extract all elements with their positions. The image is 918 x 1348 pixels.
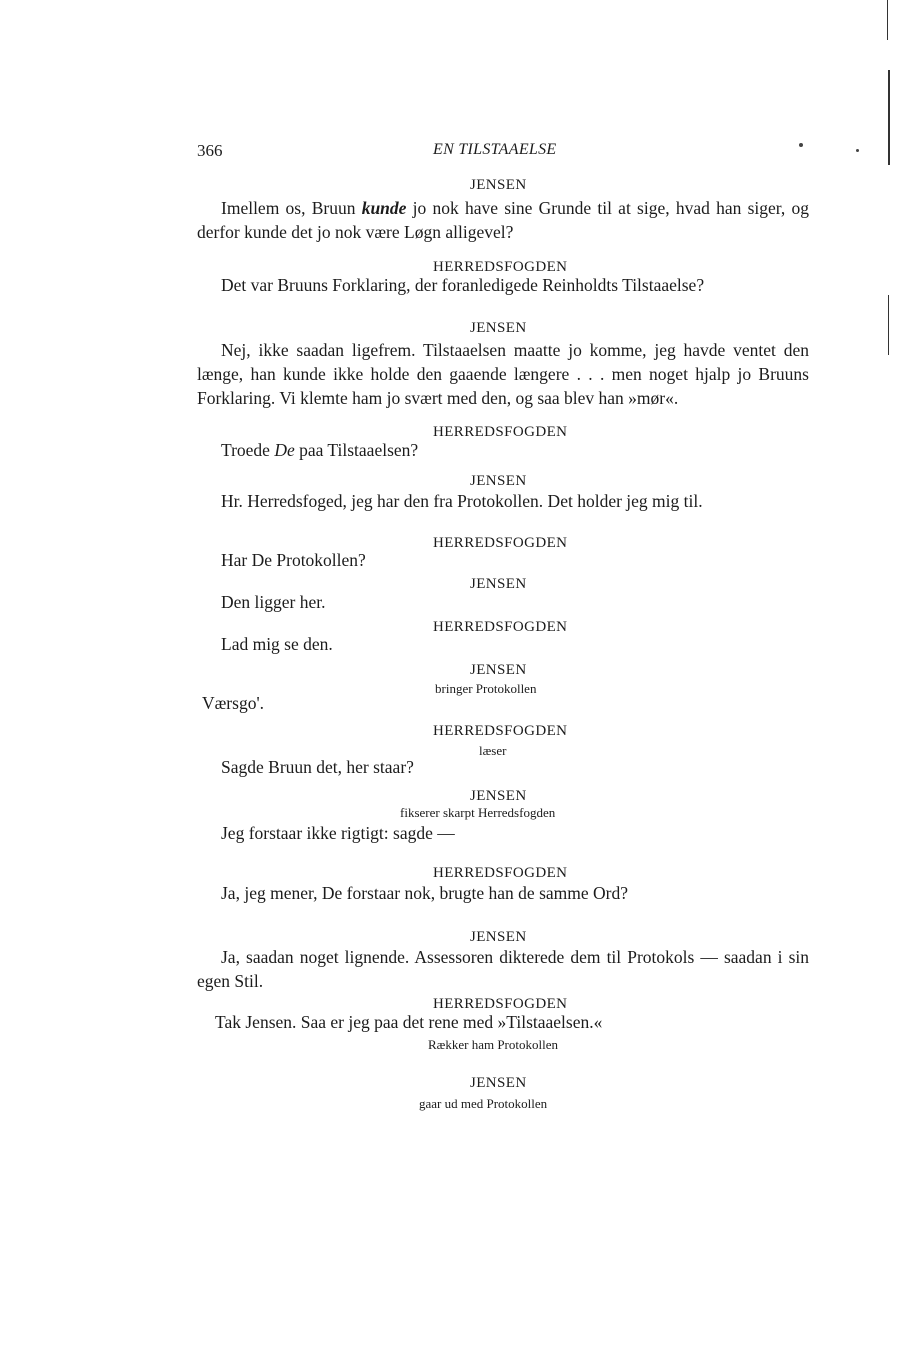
dialogue-line: Tak Jensen. Saa er jeg paa det rene med »Tilstaaelsen.« — [215, 1012, 603, 1032]
speaker-name: HERREDSFOGDEN — [433, 535, 568, 551]
dialogue-line: Den ligger her. — [221, 592, 326, 612]
speaker-name: HERREDSFOGDEN — [433, 865, 568, 881]
stage-direction: læser — [479, 743, 507, 758]
speaker-name: JENSEN — [470, 320, 527, 336]
stage-direction: bringer Protokollen — [435, 681, 537, 696]
dialogue-line: Troede De paa Tilstaaelsen? — [221, 440, 419, 460]
speaker-name: JENSEN — [470, 473, 527, 489]
dialogue-line: Ja, saadan noget lignende. Assessoren dikterede dem til Protokols — saadan i sin egen Stil. — [197, 947, 809, 991]
speaker-name: HERREDSFOGDEN — [433, 259, 568, 275]
emphasis: De — [274, 440, 295, 460]
dialogue-line: Imellem os, Bruun kunde jo nok have sine Grunde til at sige, hvad han siger, og derfor kunde det jo nok være Løgn alligevel? — [197, 198, 809, 242]
scan-edge-line — [888, 70, 890, 165]
dialogue-line: Jeg forstaar ikke rigtigt: sagde — — [221, 823, 455, 843]
stage-direction: gaar ud med Protokollen — [419, 1096, 548, 1111]
speaker-name: JENSEN — [470, 576, 527, 592]
scan-edge-line — [888, 295, 889, 355]
speaker-name: JENSEN — [470, 788, 527, 804]
speaker-name: HERREDSFOGDEN — [433, 424, 568, 440]
speaker-name: JENSEN — [470, 662, 527, 678]
stage-direction: Rækker ham Protokollen — [428, 1037, 558, 1052]
speaker-name: HERREDSFOGDEN — [433, 723, 568, 739]
speaker-name: JENSEN — [470, 1075, 527, 1091]
page-number: 366 — [197, 141, 223, 160]
stage-direction: fikserer skarpt Herredsfogden — [400, 805, 556, 820]
dialogue-line: Har De Protokollen? — [221, 550, 366, 570]
dialogue-line: Ja, jeg mener, De forstaar nok, brugte han de samme Ord? — [221, 883, 628, 903]
dialogue-line: Hr. Herredsfoged, jeg har den fra Protokollen. Det holder jeg mig til. — [221, 491, 703, 511]
speaker-name: JENSEN — [470, 177, 527, 193]
speaker-name: HERREDSFOGDEN — [433, 619, 568, 635]
dialogue-line: Sagde Bruun det, her staar? — [221, 757, 414, 777]
running-head: EN TILSTAAELSE — [433, 141, 557, 158]
emphasis: kunde — [361, 198, 407, 218]
speaker-name: HERREDSFOGDEN — [433, 996, 568, 1012]
dialogue-line: Nej, ikke saadan ligefrem. Tilstaaelsen maatte jo komme, jeg havde ventet den længe, han kunde ikke holde den gaaende længere . . . men noget hjalp jo Bruuns Forklaring. Vi klemte ham jo svært med den, og saa blev han »mør«. — [197, 340, 809, 408]
dialogue-line: Lad mig se den. — [221, 634, 333, 654]
dialogue-line: Det var Bruuns Forklaring, der foranledigede Reinholdts Tilstaaelse? — [221, 275, 705, 295]
dialogue-line: Værsgo'. — [202, 693, 264, 713]
speaker-name: JENSEN — [470, 929, 527, 945]
scan-speck — [799, 143, 803, 147]
scan-speck — [856, 149, 859, 152]
scan-edge-line — [887, 0, 888, 40]
